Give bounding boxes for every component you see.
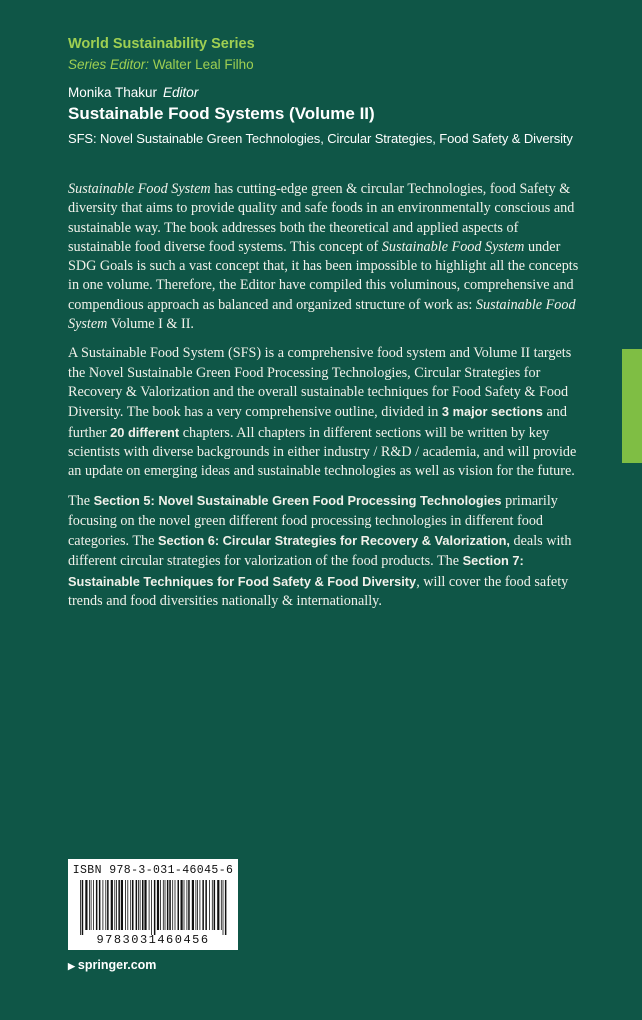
barcode-bar xyxy=(197,880,198,930)
barcode-bar xyxy=(178,880,180,930)
barcode-bar xyxy=(202,880,204,930)
barcode-bar xyxy=(214,880,216,930)
barcode-bar xyxy=(89,880,90,930)
barcode-bar xyxy=(116,880,117,930)
barcode-bar xyxy=(127,880,128,930)
barcode-bar xyxy=(217,880,219,930)
barcode-bar xyxy=(80,880,81,935)
barcode-bar xyxy=(184,880,185,930)
barcode-bar xyxy=(163,880,164,930)
barcode-bar xyxy=(205,880,207,930)
book-title: Sustainable Food Systems (Volume II) xyxy=(68,104,375,123)
barcode-bar xyxy=(91,880,92,930)
barcode-bar xyxy=(111,880,113,930)
barcode-bar xyxy=(130,880,131,930)
blurb-text: has cutting-edge green & circular Technologies, food Safety & diversity that aims to provide quality and safe foods in an environmentally conscious and sustainable way. The book addresses both the theoretical and applied aspects of sustainable food diverse food systems. This concept of xyxy=(68,181,575,255)
barcode-bar xyxy=(169,880,171,930)
blurb-text: and further xyxy=(68,404,567,441)
blurb-text: deals with different circular strategies for valorization of the food products. The xyxy=(68,533,572,570)
series-editor-label: Series Editor: xyxy=(68,57,150,72)
barcode-bar xyxy=(172,880,173,930)
barcode-bar xyxy=(160,880,161,930)
blurb-bold: Section 7: Sustainable Techniques for Food Safety & Food Diversity xyxy=(68,553,524,589)
blurb-text: primarily focusing on the novel green different food processing technologies in different food categories. The xyxy=(68,493,558,550)
book-editor-name: Monika Thakur xyxy=(68,85,158,100)
barcode-bar xyxy=(118,880,120,930)
barcode-bar xyxy=(151,880,152,935)
barcode-bar xyxy=(96,880,98,930)
blurb-paragraph-3 xyxy=(68,491,580,611)
blurb-bold: Section 6: Circular Strategies for Recovery & Valorization, xyxy=(157,533,510,549)
blurb-text: chapters. All chapters in different sections will be written by key scientists with diverse backgrounds in either industry / R&D / academia, and will provide an update on emerging ideas and sustainable technologies as well as vision for the future. xyxy=(68,424,577,480)
barcode-bar xyxy=(157,880,159,930)
barcode-bar xyxy=(154,880,156,935)
barcode-bar xyxy=(99,880,101,930)
barcode-bar xyxy=(103,880,104,930)
barcode-bar xyxy=(85,880,87,930)
blurb-bold: Section 5: Novel Sustainable Green Food Processing Technologies xyxy=(93,493,502,509)
barcode-bar xyxy=(142,880,144,930)
blurb-bold: 3 major sections xyxy=(441,404,543,420)
barcode-bar xyxy=(181,880,183,930)
blurb-text: The xyxy=(68,493,94,510)
barcode-box xyxy=(68,859,238,950)
book-subtitle: SFS: Novel Sustainable Green Technologies, Circular Strategies, Food Safety & Diversity xyxy=(68,131,573,146)
series-editor-name: Walter Leal Filho xyxy=(152,57,254,72)
isbn-label: ISBN 978-3-031-46045-6 xyxy=(72,864,234,877)
barcode-bar xyxy=(93,880,94,930)
barcode-bar xyxy=(175,880,176,930)
barcode-bar xyxy=(196,880,197,930)
blurb-text: Volume I & II. xyxy=(107,316,194,333)
barcode-bar xyxy=(125,880,126,930)
barcode-bar xyxy=(144,880,146,930)
barcode-bar xyxy=(192,880,194,930)
barcode-bar xyxy=(223,880,224,935)
blurb-text: under SDG Goals is such a vast concept that, it has been impossible to highlight all the concepts in one volume. Therefore, the Editor have compiled this voluminous, comprehensive and compendious approach as balanced and organized structure of work as: xyxy=(68,238,579,313)
book-editor-role: Editor xyxy=(163,85,199,100)
barcode-bar xyxy=(187,880,188,930)
barcode-bar xyxy=(167,880,169,930)
barcode-bar xyxy=(149,880,150,930)
barcode-bar xyxy=(225,880,227,935)
blurb-emphasis: Sustainable Food System xyxy=(68,181,211,197)
blurb xyxy=(68,180,580,621)
blurb-paragraph-2 xyxy=(68,344,580,481)
barcode-bars xyxy=(78,880,228,935)
blurb-emphasis: Sustainable Food System xyxy=(381,238,525,255)
book-editor xyxy=(68,85,198,100)
publisher-url: springer.com xyxy=(77,958,157,972)
barcode-bar xyxy=(107,880,109,930)
barcode-bar xyxy=(200,880,201,930)
barcode-bar xyxy=(140,880,141,930)
barcode-bar xyxy=(138,880,139,930)
series-title: World Sustainability Series xyxy=(68,36,255,52)
blurb-text: A Sustainable Food System (SFS) is a comprehensive food system and Volume II targets the Novel Sustainable Green Food Processing Technologies, Circular Strategies for Recovery & Valorization and the overall sustainable techniques for Food Safety & Food Diversity. The book has a very comprehensive outline, divided in xyxy=(68,345,572,421)
barcode-bar xyxy=(188,880,190,930)
barcode-bar xyxy=(209,880,210,930)
blurb-text: , will cover the food safety trends and food diversities nationally & internationally. xyxy=(68,573,569,609)
barcode-bar xyxy=(221,880,222,930)
side-tab xyxy=(622,349,642,463)
barcode-digits: 9783031460456 xyxy=(96,933,210,947)
blurb-bold: 20 different xyxy=(110,424,180,440)
barcode-bar xyxy=(82,880,84,935)
blurb-paragraph-1 xyxy=(68,180,580,334)
barcode-bar xyxy=(136,880,138,930)
barcode-bar xyxy=(212,880,213,930)
blurb-emphasis: Sustainable Food System xyxy=(68,296,576,333)
barcode-bar xyxy=(105,880,106,930)
barcode-bar xyxy=(121,880,123,930)
series-editor xyxy=(68,57,254,72)
barcode-bar xyxy=(165,880,166,930)
publisher-link[interactable] xyxy=(68,958,156,972)
barcode-bar xyxy=(132,880,134,930)
triangle-right-icon: ▶ xyxy=(68,961,75,971)
barcode-bar xyxy=(114,880,115,930)
